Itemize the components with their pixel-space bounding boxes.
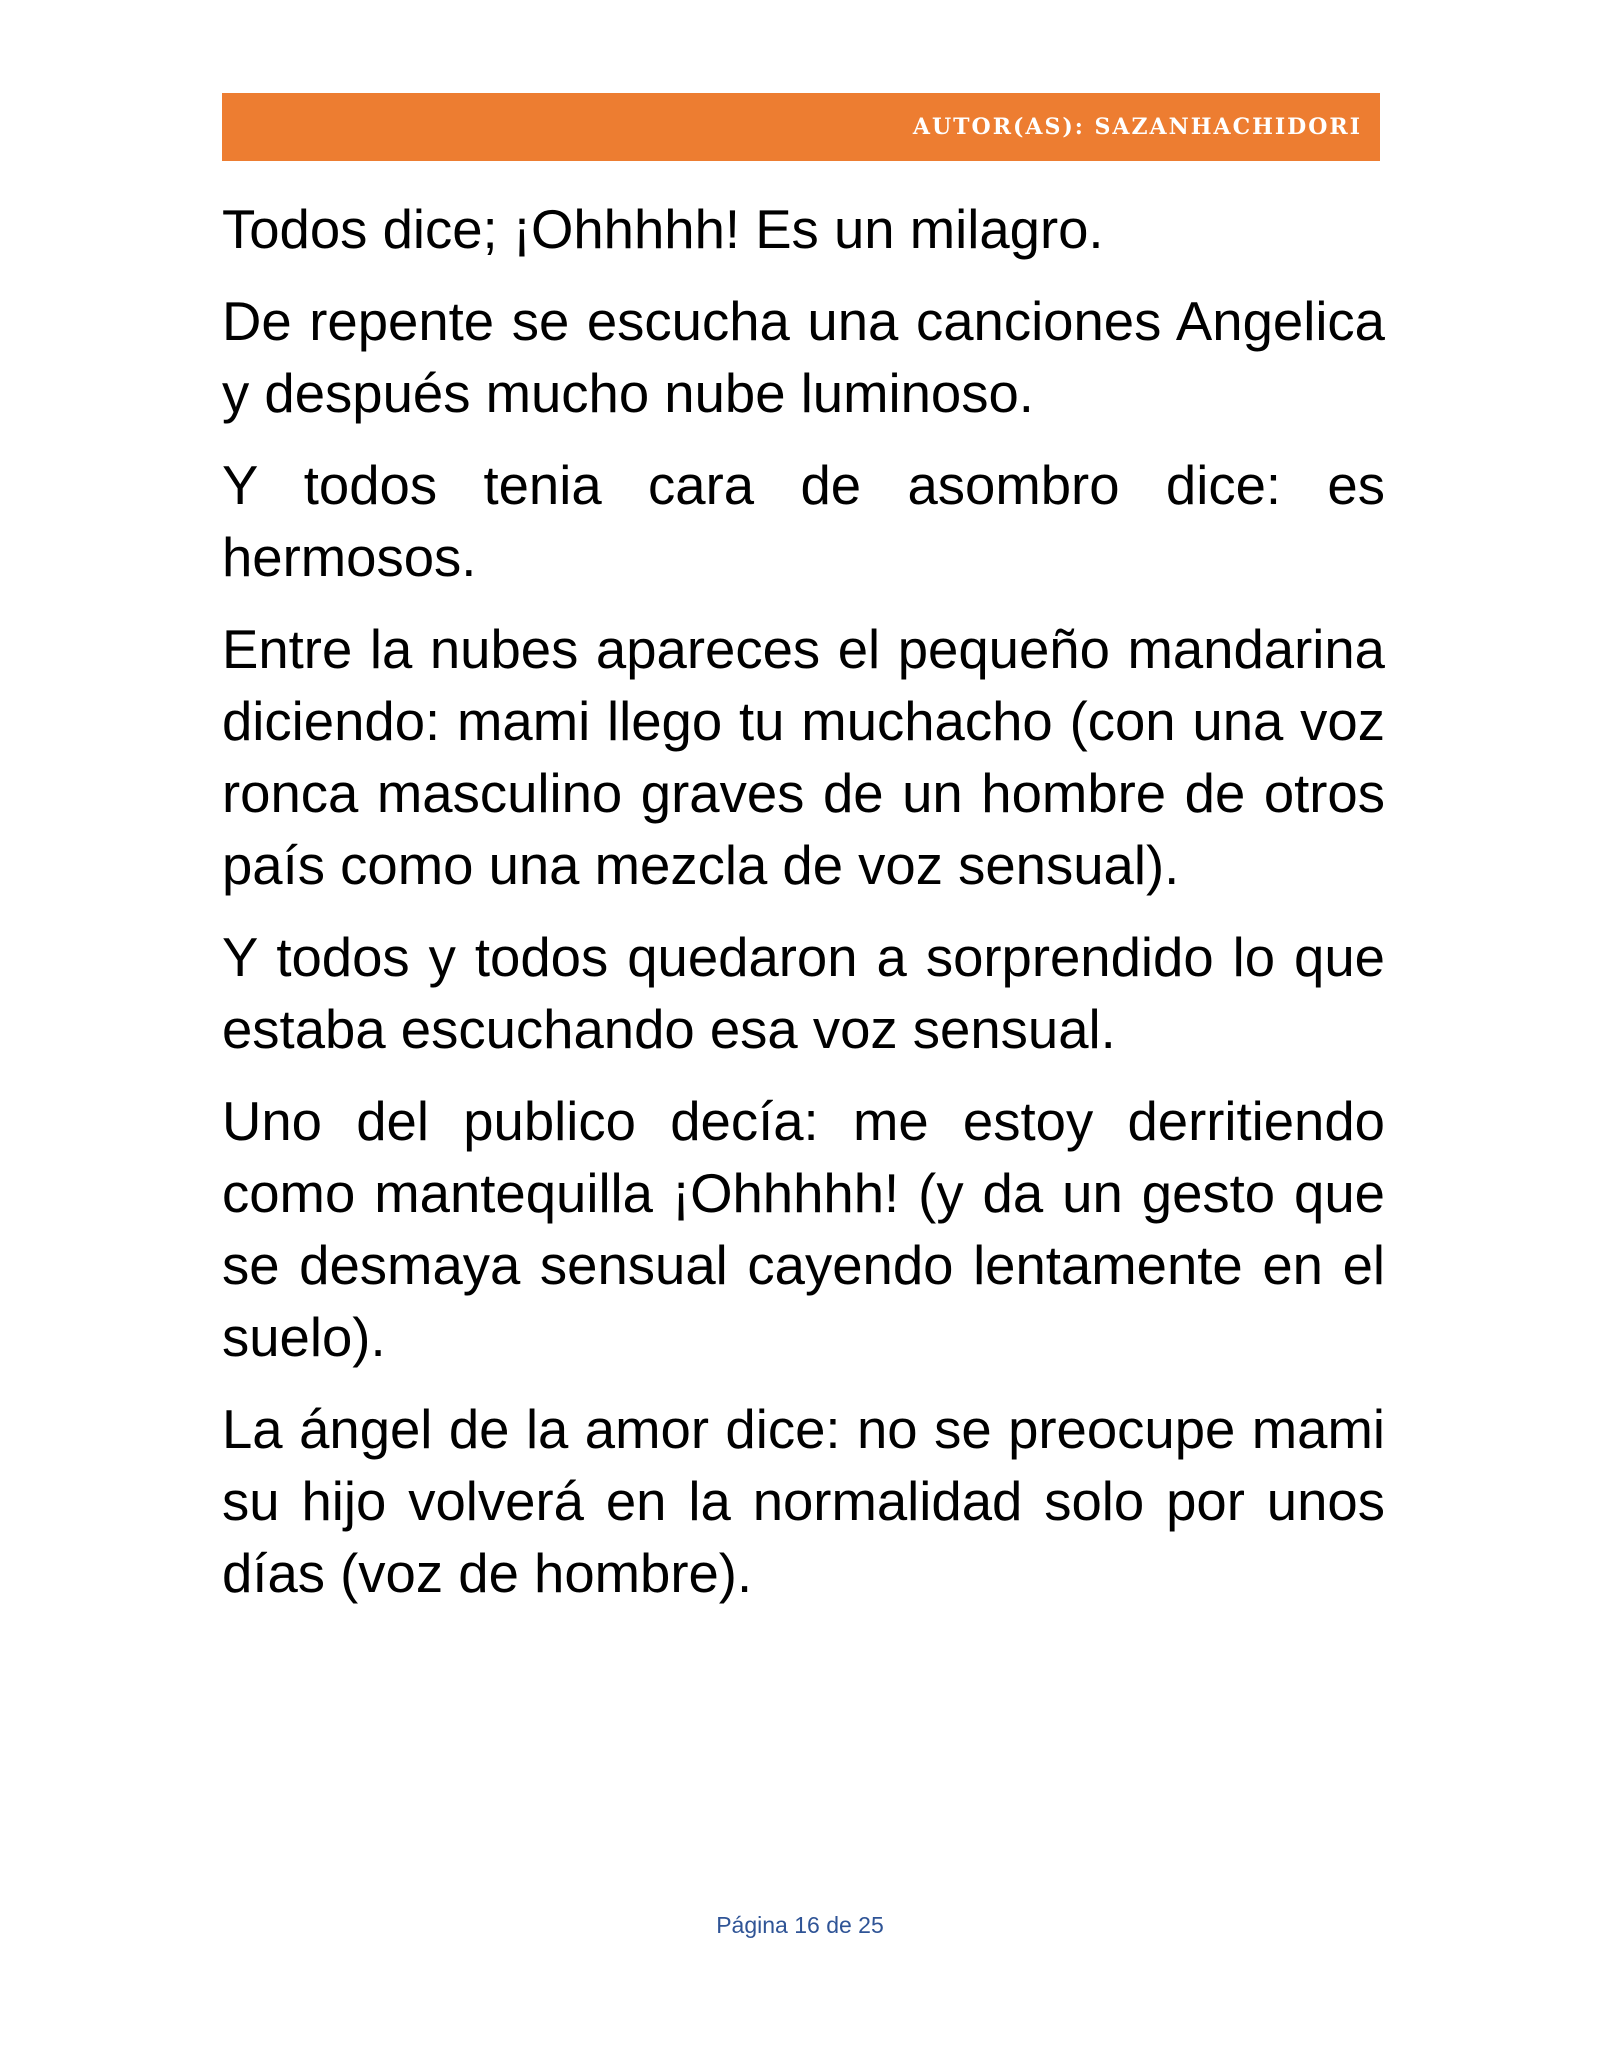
paragraph: La ángel de la amor dice: no se preocupe mami su hijo volverá en la normalidad solo por unos días (voz de hombre). [222,1399,1385,1604]
paragraph: Todos dice; ¡Ohhhhh! Es un milagro. [222,199,1104,260]
header-bar [222,93,1380,161]
paragraph: Y todos tenia cara de asombro dice: es hermosos. [222,455,1385,588]
body-text [222,194,1385,1630]
paragraph: De repente se escucha una canciones Angelica y después mucho nube luminoso. [222,291,1385,424]
paragraph: Y todos y todos quedaron a sorprendido lo que estaba escuchando esa voz sensual. [222,927,1385,1060]
header-author: AUTOR(AS): SAZANHACHIDORI [912,114,1362,140]
paragraph: Entre la nubes apareces el pequeño mandarina diciendo: mami llego tu muchacho (con una voz ronca masculino graves de un hombre de otros país como una mezcla de voz sensual). [222,619,1385,896]
page-number: Página 16 de 25 [716,1912,884,1938]
paragraph: Uno del publico decía: me estoy derritiendo como mantequilla ¡Ohhhhh! (y da un gesto que se desmaya sensual cayendo lentamente en el suelo). [222,1091,1385,1368]
